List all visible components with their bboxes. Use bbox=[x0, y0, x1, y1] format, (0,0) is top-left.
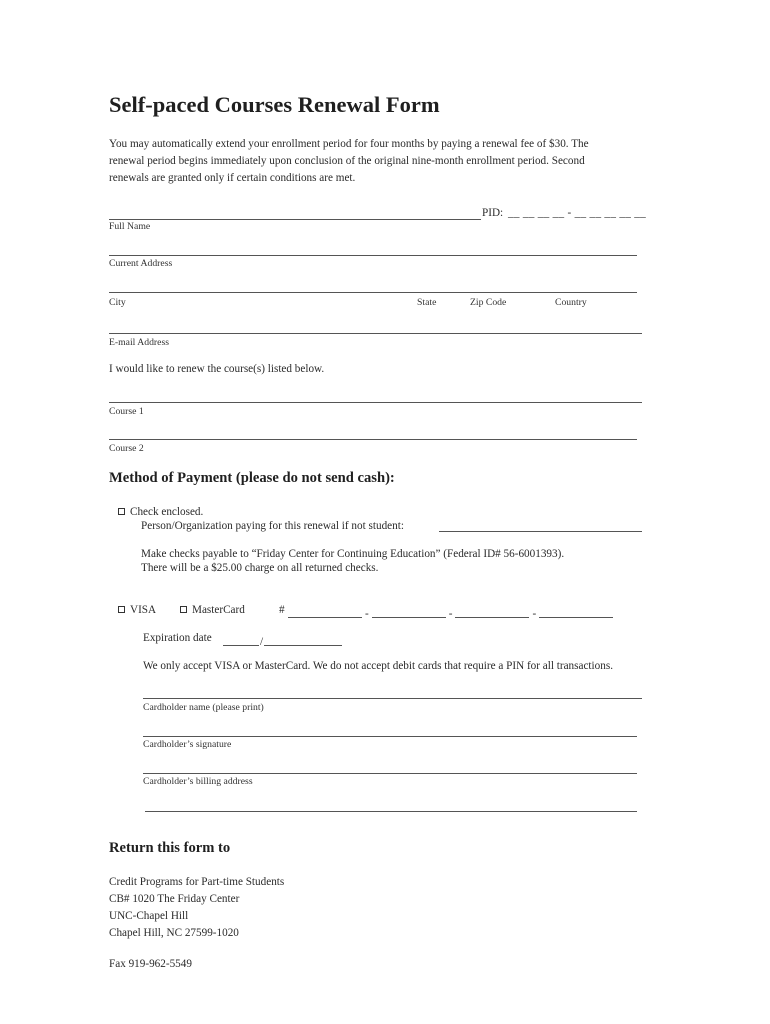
courses-intro: I would like to renew the course(s) listed below. bbox=[109, 363, 325, 375]
checkbox-icon[interactable] bbox=[118, 606, 125, 613]
checkbox-icon[interactable] bbox=[118, 508, 125, 515]
billing-address-field-2[interactable] bbox=[145, 811, 637, 812]
intro-line: renewal period begins immediately upon conclusion of the original nine-month enrollment period. Second bbox=[109, 154, 585, 167]
pid-field[interactable]: __ __ __ __ - __ __ __ __ __ bbox=[508, 207, 646, 219]
card-number-field[interactable]: - - - bbox=[288, 604, 628, 616]
email-field[interactable] bbox=[109, 333, 642, 334]
payment-heading: Method of Payment (please do not send cash): bbox=[109, 470, 395, 486]
checkbox-icon[interactable] bbox=[180, 606, 187, 613]
address-line: UNC-Chapel Hill bbox=[109, 910, 189, 922]
city-label: City bbox=[109, 297, 126, 308]
intro-paragraph bbox=[109, 136, 649, 186]
expiration-field[interactable]: / bbox=[223, 632, 348, 644]
billing-address-field[interactable] bbox=[143, 773, 637, 774]
page-title: Self-paced Courses Renewal Form bbox=[109, 92, 440, 117]
cardholder-name-label: Cardholder name (please print) bbox=[143, 702, 264, 713]
country-label: Country bbox=[555, 297, 587, 308]
visa-option[interactable] bbox=[118, 604, 156, 616]
billing-address-label: Cardholder’s billing address bbox=[143, 776, 253, 787]
email-label: E-mail Address bbox=[109, 337, 169, 348]
course-2-field[interactable] bbox=[109, 439, 637, 440]
cardholder-signature-label: Cardholder’s signature bbox=[143, 739, 232, 750]
payable-note: Make checks payable to “Friday Center for Continuing Education” (Federal ID# 56-6001393). bbox=[141, 548, 565, 560]
zip-label: Zip Code bbox=[470, 297, 507, 308]
course-2-label: Course 2 bbox=[109, 443, 144, 454]
course-1-field[interactable] bbox=[109, 402, 642, 403]
expiration-label: Expiration date bbox=[143, 632, 212, 644]
payer-label: Person/Organization paying for this renewal if not student: bbox=[141, 520, 404, 532]
accept-note: We only accept VISA or MasterCard. We do not accept debit cards that require a PIN for all transactions. bbox=[143, 660, 613, 672]
address-line: CB# 1020 The Friday Center bbox=[109, 893, 240, 905]
fax-number: Fax 919-962-5549 bbox=[109, 958, 192, 970]
return-address bbox=[109, 874, 284, 942]
course-1-label: Course 1 bbox=[109, 406, 144, 417]
full-name-label: Full Name bbox=[109, 221, 151, 232]
intro-line: renewals are granted only if certain conditions are met. bbox=[109, 171, 356, 184]
mastercard-option[interactable] bbox=[180, 604, 245, 616]
current-address-field[interactable] bbox=[109, 255, 637, 256]
state-label: State bbox=[417, 297, 437, 308]
return-heading: Return this form to bbox=[109, 840, 231, 856]
intro-line: You may automatically extend your enrollment period for four months by paying a renewal fee of $30. The bbox=[109, 138, 589, 150]
full-name-field[interactable] bbox=[109, 219, 481, 220]
cardholder-name-field[interactable] bbox=[143, 698, 642, 699]
check-label: Check enclosed. bbox=[130, 506, 204, 518]
pid-label: PID: bbox=[482, 207, 504, 219]
visa-label: VISA bbox=[130, 604, 157, 616]
address-line: Chapel Hill, NC 27599-1020 bbox=[109, 927, 239, 939]
payer-field[interactable] bbox=[439, 531, 642, 532]
mastercard-label: MasterCard bbox=[192, 604, 245, 616]
city-state-zip-field[interactable] bbox=[109, 292, 637, 293]
cardholder-signature-field[interactable] bbox=[143, 736, 637, 737]
address-line: Credit Programs for Part-time Students bbox=[109, 876, 285, 888]
current-address-label: Current Address bbox=[109, 258, 173, 269]
returned-checks-note: There will be a $25.00 charge on all returned checks. bbox=[141, 562, 379, 574]
card-number-label: # bbox=[279, 604, 285, 616]
check-option[interactable] bbox=[118, 506, 203, 518]
